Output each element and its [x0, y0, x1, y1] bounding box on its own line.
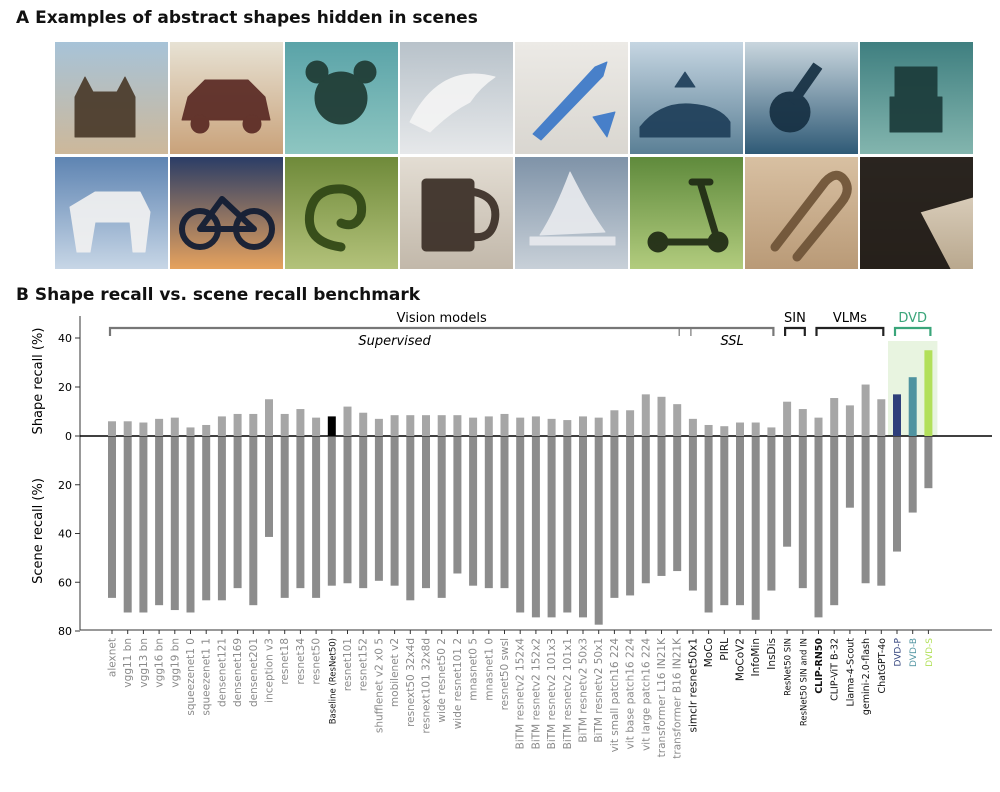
x-tick-label-4: vgg16 bn	[153, 638, 166, 688]
shape-bar-35	[642, 394, 650, 436]
x-tick-label-14: resnet50	[310, 638, 323, 685]
x-tick-label-30: BiTM resnetv2 101x1	[561, 638, 574, 750]
shape-bar-33	[610, 410, 618, 436]
shape-bar-30	[563, 420, 571, 436]
scene-bar-18	[375, 437, 383, 581]
scene-bar-48	[846, 437, 854, 508]
y-axis-label-shape: Shape recall (%)	[31, 327, 46, 435]
x-tick-label-24: mnasnet0 5	[467, 638, 480, 701]
scene-bar-11	[265, 437, 273, 537]
shape-bar-23	[453, 415, 461, 436]
example-image-4	[400, 42, 513, 154]
x-tick-label-3: vgg13 bn	[137, 638, 150, 688]
shape-bar-12	[281, 414, 289, 436]
x-tick-label-29: BiTM resnetv2 101x3	[546, 638, 559, 750]
scene-bar-43	[767, 437, 775, 591]
x-tick-label-43: InsDis	[765, 638, 778, 670]
group-label-ssl: SSL	[720, 334, 744, 349]
shape-bar-19	[391, 415, 399, 436]
scene-bar-16	[344, 437, 352, 583]
shape-bar-28	[532, 416, 540, 436]
example-image-11	[285, 157, 398, 269]
scene-bar-45	[799, 437, 807, 588]
shape-bar-51	[893, 394, 901, 436]
x-tick-label-21: resnext101 32x8d	[420, 638, 433, 734]
shape-bar-39	[705, 425, 713, 436]
x-tick-label-5: vgg19 bn	[169, 638, 182, 688]
x-tick-label-40: PIRL	[718, 638, 731, 661]
scene-bar-47	[830, 437, 838, 605]
example-image-grid	[55, 42, 975, 270]
bracket-vlms	[817, 328, 884, 336]
bracket-vision-models	[110, 328, 773, 336]
shape-bar-20	[406, 415, 414, 436]
scene-bar-53	[924, 437, 932, 488]
scene-bar-24	[469, 437, 477, 586]
scene-bar-28	[532, 437, 540, 617]
x-tick-label-41: MoCoV2	[734, 638, 747, 682]
x-tick-label-46: CLIP-RN50	[814, 638, 825, 694]
panel-b-title: B Shape recall vs. scene recall benchmark	[16, 285, 421, 305]
bracket-dvd	[895, 328, 930, 336]
scene-bar-21	[422, 437, 430, 588]
x-tick-label-42: InfoMin	[750, 638, 763, 677]
example-image-12	[400, 157, 513, 269]
shape-bar-5	[171, 418, 179, 436]
example-image-14	[630, 157, 743, 269]
shape-bar-41	[736, 423, 744, 436]
shape-bar-17	[359, 413, 367, 436]
shape-bar-6	[187, 427, 195, 436]
scene-bar-33	[610, 437, 618, 598]
scene-bar-6	[187, 437, 195, 613]
x-tick-label-15: Baseline (ResNet50)	[328, 638, 339, 725]
bracket-sin	[785, 328, 805, 336]
y-tick-label-bottom-40: 40	[58, 527, 72, 541]
shape-bar-25	[485, 416, 493, 436]
y-tick-label-top-0: 0	[65, 430, 72, 443]
x-tick-label-48: Llama-4-Scout	[845, 638, 857, 707]
x-tick-label-49: gemini-2.0-flash	[861, 638, 873, 716]
shape-bar-48	[846, 405, 854, 436]
shape-bar-1	[108, 421, 116, 436]
scene-bar-27	[516, 437, 524, 613]
scene-bar-36	[658, 437, 666, 576]
example-image-13	[515, 157, 628, 269]
y-tick-label-bottom-20: 20	[58, 478, 72, 492]
x-tick-label-6: squeezenet1 0	[185, 638, 197, 716]
scene-bar-5	[171, 437, 179, 610]
shape-bar-11	[265, 399, 273, 436]
scene-bar-8	[218, 437, 226, 600]
example-image-7	[745, 42, 858, 154]
example-image-10	[170, 157, 283, 269]
scene-bar-13	[296, 437, 304, 588]
group-label-sin: SIN	[784, 311, 806, 326]
scene-bar-10	[249, 437, 257, 605]
x-tick-label-22: wide resnet50 2	[436, 638, 449, 723]
x-tick-label-38: simclr resnet50x1	[687, 638, 700, 733]
shape-bar-18	[375, 419, 383, 436]
scene-bar-35	[642, 437, 650, 583]
scene-bar-51	[893, 437, 901, 552]
shape-bar-45	[799, 409, 807, 436]
example-image-3	[285, 42, 398, 154]
y-tick-label-top-40: 40	[58, 332, 72, 345]
scene-bar-14	[312, 437, 320, 598]
scene-bar-30	[563, 437, 571, 613]
example-image-2	[170, 42, 283, 154]
scene-bar-7	[202, 437, 210, 600]
x-tick-label-9: densenet169	[232, 638, 245, 707]
shape-bar-34	[626, 410, 634, 436]
scene-bar-38	[689, 437, 697, 591]
x-tick-label-33: vit small patch16 224	[608, 638, 621, 753]
x-tick-label-12: resnet18	[279, 638, 292, 685]
scene-bar-17	[359, 437, 367, 588]
scene-bar-9	[234, 437, 242, 588]
scene-bar-32	[595, 437, 603, 625]
shape-bar-15	[328, 416, 336, 436]
x-tick-label-32: BiTM resnetv2 50x1	[593, 638, 606, 743]
shape-bar-52	[909, 377, 917, 436]
scene-bar-26	[501, 437, 509, 588]
shape-bar-3	[139, 423, 147, 436]
shape-bar-53	[924, 350, 932, 436]
shape-bar-13	[296, 409, 304, 436]
group-label-supervised: Supervised	[358, 334, 431, 349]
shape-bar-7	[202, 425, 210, 436]
x-tick-label-35: vit large patch16 224	[640, 638, 653, 751]
scene-bar-44	[783, 437, 791, 547]
group-label-dvd: DVD	[898, 311, 928, 326]
x-tick-label-17: resnet152	[357, 638, 370, 692]
x-tick-label-53: DVD-S	[924, 638, 935, 667]
shape-bar-8	[218, 416, 226, 436]
x-tick-label-51: DVD-P	[893, 638, 904, 667]
scene-bar-42	[752, 437, 760, 620]
x-tick-label-26: resnet50 swsl	[499, 638, 511, 711]
group-label-vlms: VLMs	[832, 311, 867, 326]
scene-bar-31	[579, 437, 587, 617]
x-tick-label-34: vit base patch16 224	[624, 638, 637, 750]
scene-bar-46	[815, 437, 823, 617]
scene-bar-34	[626, 437, 634, 595]
x-tick-label-52: DVD-B	[909, 638, 920, 667]
shape-bar-36	[658, 397, 666, 436]
scene-bar-52	[909, 437, 917, 513]
scene-bar-29	[548, 437, 556, 617]
example-image-15	[745, 157, 858, 269]
scene-bar-50	[877, 437, 885, 586]
scene-bar-1	[108, 437, 116, 598]
example-image-1	[55, 42, 168, 154]
x-tick-label-27: BiTM resnetv2 152x4	[514, 638, 527, 750]
scene-bar-37	[673, 437, 681, 571]
x-tick-label-31: BiTM resnetv2 50x3	[577, 638, 590, 743]
shape-bar-32	[595, 418, 603, 436]
shape-bar-44	[783, 402, 791, 436]
shape-bar-42	[752, 423, 760, 436]
shape-bar-2	[124, 421, 132, 436]
x-tick-label-47: CLIP-ViT B-32	[829, 638, 841, 701]
shape-bar-16	[344, 407, 352, 436]
group-label-vision-models: Vision models	[396, 311, 487, 326]
x-tick-label-11: inception v3	[263, 638, 276, 703]
x-tick-label-8: densenet121	[216, 638, 229, 707]
example-image-5	[515, 42, 628, 154]
x-tick-label-19: mobilenet v2	[389, 638, 402, 708]
y-tick-label-top-20: 20	[58, 381, 72, 394]
example-image-6	[630, 42, 743, 154]
scene-bar-41	[736, 437, 744, 605]
x-tick-label-39: MoCo	[703, 638, 716, 668]
shape-bar-37	[673, 404, 681, 436]
shape-bar-46	[815, 418, 823, 436]
recall-bar-chart	[0, 300, 1000, 792]
x-tick-label-2: vgg11 bn	[122, 638, 135, 688]
scene-bar-3	[139, 437, 147, 613]
example-image-16	[860, 157, 973, 269]
x-tick-label-44: ResNet50 SIN	[783, 638, 794, 696]
scene-bar-19	[391, 437, 399, 586]
example-image-9	[55, 157, 168, 269]
scene-bar-20	[406, 437, 414, 600]
x-tick-label-50: ChatGPT-4o	[876, 638, 888, 694]
shape-bar-40	[720, 426, 728, 436]
shape-bar-21	[422, 415, 430, 436]
shape-bar-26	[501, 414, 509, 436]
shape-bar-29	[548, 419, 556, 436]
y-tick-label-bottom-60: 60	[58, 576, 72, 590]
shape-bar-9	[234, 414, 242, 436]
scene-bar-23	[453, 437, 461, 574]
panel-a-title: A Examples of abstract shapes hidden in scenes	[16, 8, 478, 28]
x-tick-label-16: resnet101	[342, 638, 354, 692]
scene-bar-15	[328, 437, 336, 586]
shape-bar-49	[862, 385, 870, 436]
x-tick-label-13: resnet34	[294, 638, 307, 685]
shape-bar-31	[579, 416, 587, 436]
x-tick-label-23: wide resnet101 2	[451, 638, 464, 730]
shape-bar-50	[877, 399, 885, 436]
x-tick-label-7: squeezenet1 1	[200, 638, 213, 716]
x-tick-label-28: BiTM resnetv2 152x2	[530, 638, 543, 750]
shape-bar-22	[438, 415, 446, 436]
shape-bar-4	[155, 419, 163, 436]
scene-bar-49	[862, 437, 870, 583]
x-tick-label-18: shufflenet v2 x0 5	[373, 638, 386, 734]
x-tick-label-36: transformer L16 IN21K	[656, 638, 668, 758]
scene-bar-12	[281, 437, 289, 598]
x-tick-label-45: ResNet50 SIN and IN	[799, 638, 810, 727]
shape-bar-47	[830, 398, 838, 436]
shape-bar-10	[249, 414, 257, 436]
shape-bar-27	[516, 418, 524, 436]
shape-bar-43	[767, 427, 775, 436]
x-tick-label-1: alexnet	[106, 638, 119, 678]
x-tick-label-37: transformer B16 IN21K	[671, 638, 684, 759]
example-image-8	[860, 42, 973, 154]
shape-bar-14	[312, 418, 320, 436]
shape-bar-24	[469, 418, 477, 436]
scene-bar-2	[124, 437, 132, 613]
scene-bar-4	[155, 437, 163, 605]
scene-bar-25	[485, 437, 493, 588]
scene-bar-39	[705, 437, 713, 613]
y-tick-label-bottom-80: 80	[58, 625, 72, 638]
x-tick-label-10: densenet201	[247, 638, 260, 707]
shape-bar-38	[689, 419, 697, 436]
x-tick-label-25: mnasnet1 0	[483, 638, 496, 701]
x-tick-label-20: resnext50 32x4d	[404, 638, 417, 727]
scene-bar-22	[438, 437, 446, 598]
scene-bar-40	[720, 437, 728, 605]
y-axis-label-scene: Scene recall (%)	[31, 478, 46, 584]
